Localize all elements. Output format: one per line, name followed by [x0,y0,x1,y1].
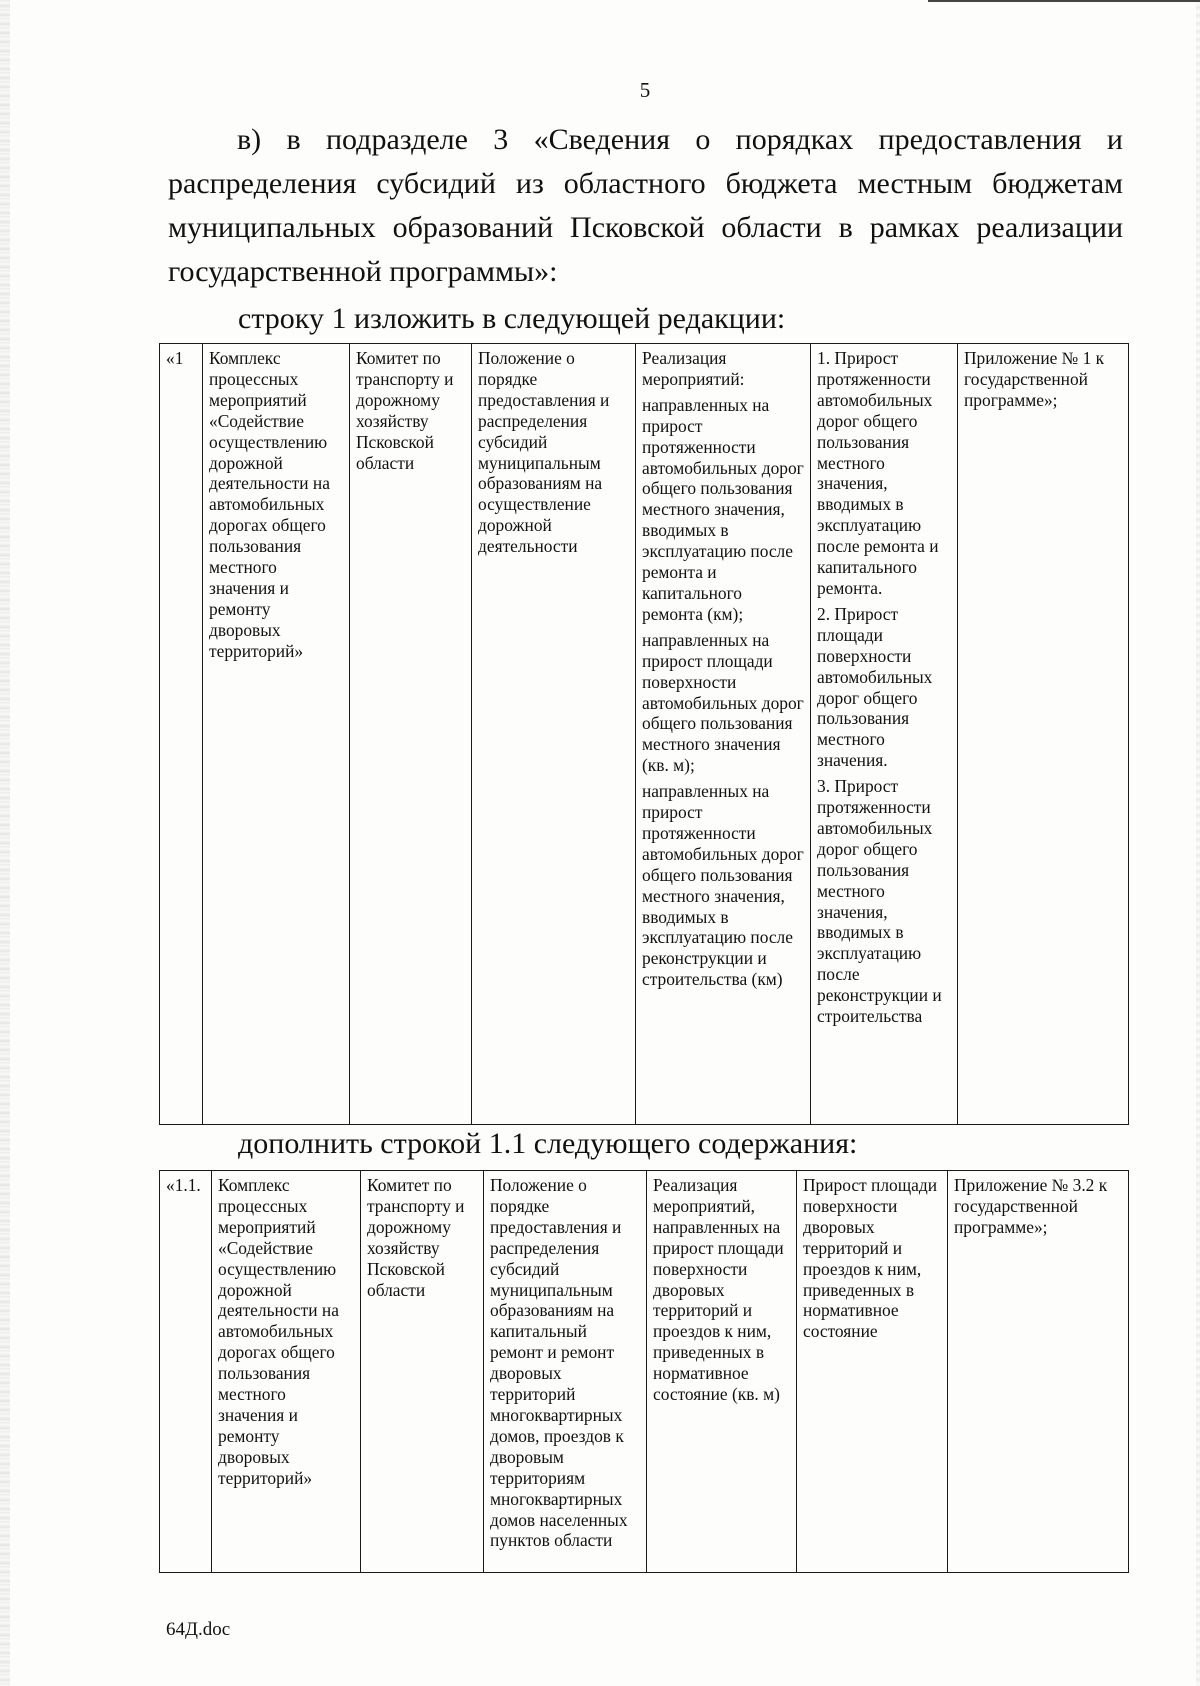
instruction-add-row-1-1: дополнить строкой 1.1 следующего содержания: [238,1127,858,1160]
scan-top-rule [928,0,1200,2]
purpose-item: направленных на прирост протяженности автомобильных дорог общего пользования местного значения, вводимых в эксплуатацию после ремонта и капитального ремонта (км); [642,394,804,624]
instruction-replace-row-1: строку 1 изложить в следующей редакции: [238,302,786,335]
result-indicators [811,344,958,1125]
regulation: Положение о порядке предоставления и распределения субсидий муниципальным образованиям на осуществление дорожной деятельности [472,344,636,1125]
purpose-item: направленных на прирост площади поверхности автомобильных дорог общего пользования местного значения (кв. м); [642,629,804,776]
result-indicator: Прирост площади поверхности дворовых территорий и проездов к ним, приведенных в нормативное состояние [797,1171,948,1573]
purpose-item: направленных на прирост протяженности автомобильных дорог общего пользования местного значения, вводимых в эксплуатацию после реконструкции и строительства (км) [642,781,804,990]
subsidy-purpose [636,344,811,1125]
regulation: Положение о порядке предоставления и распределения субсидий муниципальным образованиям на капитальный ремонт и ремонт дворовых территорий многоквартирных домов, проездов к дворовым территориям многоквартирных домов населенных пунктов области [484,1171,647,1573]
scan-edge-left [0,0,10,1686]
result-item: 2. Прирост площади поверхности автомобильных дорог общего пользования местного значения. [817,603,933,771]
intro-paragraph [168,118,1123,294]
table-row [160,344,1129,1125]
subsidy-purpose: Реализация мероприятий, направленных на прирост площади поверхности дворовых территорий и проездов к ним, приведенных в нормативное состояние (кв. м) [647,1171,797,1573]
row-number: «1.1. [160,1171,212,1573]
result-item: 3. Прирост протяженности автомобильных дорог общего пользования местного значения, вводимых в эксплуатацию после реконструкции и строительства [817,776,942,1027]
file-name-footer: 64Д.doc [166,1619,231,1640]
executor: Комитет по транспорту и дорожному хозяйству Псковской области [361,1171,484,1573]
program-name: Комплекс процессных мероприятий «Содействие осуществлению дорожной деятельности на автомобильных дорогах общего пользования местного значения и ремонту дворовых территорий» [212,1171,361,1573]
result-item: 1. Прирост протяженности автомобильных дорог общего пользования местного значения, вводимых в эксплуатацию после ремонта и капитального ремонта. [817,348,939,598]
intro-body: в) в подразделе 3 «Сведения о порядках предоставления и распределения субсидий из областного бюджета местным бюджетам муниципальных образований Псковской области в рамках реализации [168,123,1123,244]
table-row-1-1 [159,1170,1129,1573]
appendix-reference: Приложение № 1 к государственной программе»; [958,344,1129,1125]
purpose-item: Реализация мероприятий: [642,348,745,389]
intro-last-line: государственной программы»: [168,255,558,288]
table-row [160,1171,1129,1573]
program-name: Комплекс процессных мероприятий «Содействие осуществлению дорожной деятельности на автомобильных дорогах общего пользования местного значения и ремонту дворовых территорий» [203,344,350,1125]
scan-edge-right [1196,0,1200,1686]
row-number: «1 [160,344,203,1125]
page-number: 5 [639,78,651,102]
table-row-1 [159,343,1129,1125]
executor: Комитет по транспорту и дорожному хозяйству Псковской области [350,344,472,1125]
appendix-reference: Приложение № 3.2 к государственной программе»; [948,1171,1129,1573]
